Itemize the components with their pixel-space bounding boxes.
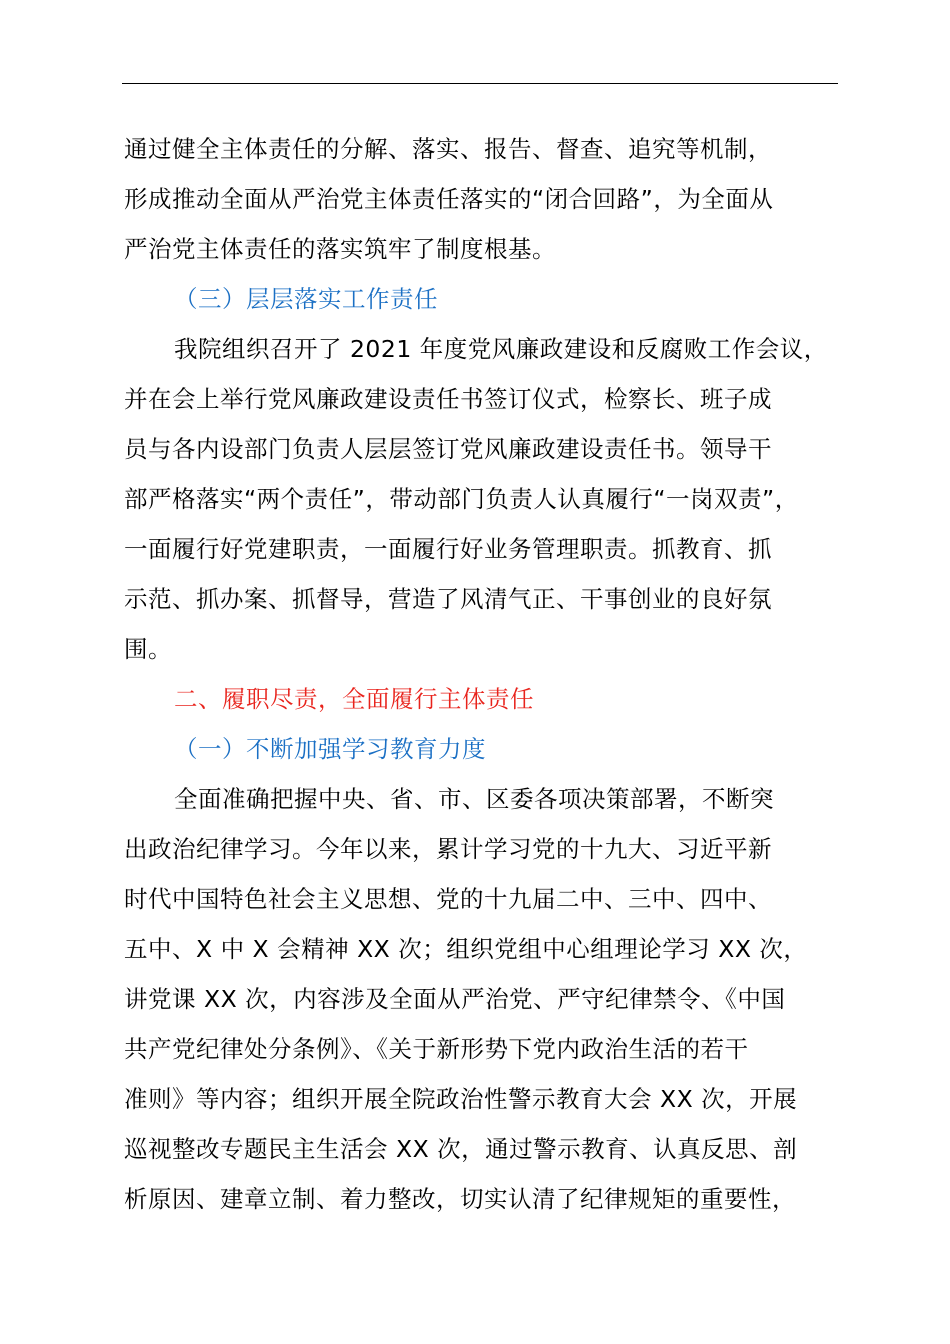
paragraph-line: 部严格落实“两个责任”，带动部门负责人认真履行“一岗双责”， [124, 485, 799, 513]
paragraph-line: 准则》等内容；组织开展全院政治性警示教育大会 XX 次，开展 [124, 1085, 798, 1113]
paragraph-line: 通过健全主体责任的分解、落实、报告、督查、追究等机制， [124, 135, 772, 163]
paragraph-line: 围。 [124, 635, 172, 663]
paragraph-line: 出政治纪律学习。今年以来，累计学习党的十九大、习近平新 [124, 835, 772, 863]
paragraph-line: 我院组织召开了 2021 年度党风廉政建设和反腐败工作会议， [174, 335, 828, 363]
section-heading-2: 二、履职尽责，全面履行主体责任 [174, 685, 534, 713]
paragraph-line: 析原因、建章立制、着力整改，切实认清了纪律规矩的重要性， [124, 1185, 796, 1213]
paragraph-line: 一面履行好党建职责，一面履行好业务管理职责。抓教育、抓 [124, 535, 772, 563]
paragraph-line: 示范、抓办案、抓督导，营造了风清气正、干事创业的良好氛 [124, 585, 772, 613]
paragraph-line: 并在会上举行党风廉政建设责任书签订仪式，检察长、班子成 [124, 385, 772, 413]
paragraph-line: 五中、X 中 X 会精神 XX 次；组织党组中心组理论学习 XX 次， [124, 935, 808, 963]
paragraph-line: 全面准确把握中央、省、市、区委各项决策部署，不断突 [174, 785, 774, 813]
paragraph-line: 严治党主体责任的落实筑牢了制度根基。 [124, 235, 556, 263]
paragraph-line: 共产党纪律处分条例》、《关于新形势下党内政治生活的若干 [124, 1035, 749, 1063]
paragraph-line: 巡视整改专题民主生活会 XX 次，通过警示教育、认真反思、剖 [124, 1135, 798, 1163]
paragraph-line: 员与各内设部门负责人层层签订党风廉政建设责任书。领导干 [124, 435, 772, 463]
paragraph-line: 形成推动全面从严治党主体责任落实的“闭合回路”，为全面从 [124, 185, 774, 213]
subheading-3: （三）层层落实工作责任 [174, 285, 438, 313]
paragraph-line: 讲党课 XX 次，内容涉及全面从严治党、严守纪律禁令、《中国 [124, 985, 786, 1013]
document-body [124, 124, 864, 1224]
header-rule [122, 83, 838, 84]
subheading-1: （一）不断加强学习教育力度 [174, 735, 486, 763]
paragraph-line: 时代中国特色社会主义思想、党的十九届二中、三中、四中、 [124, 885, 772, 913]
